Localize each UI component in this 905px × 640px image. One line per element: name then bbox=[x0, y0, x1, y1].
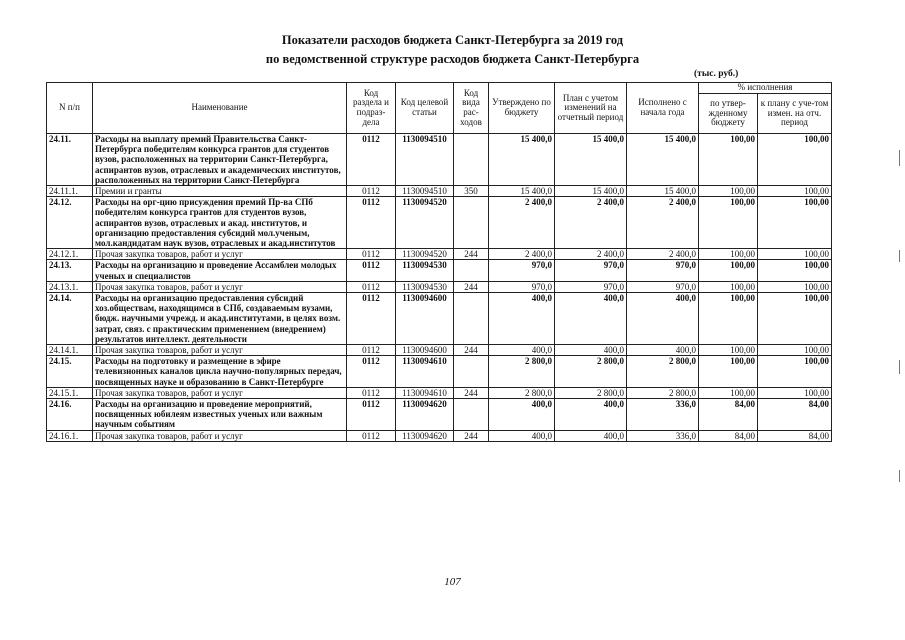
cell-section-code: 0112 bbox=[347, 399, 396, 431]
table-body bbox=[47, 134, 832, 442]
document-title: Показатели расходов бюджета Санкт-Петербурга за 2019 год bbox=[281, 33, 624, 47]
cell-pct-approved: 100,00 bbox=[699, 197, 758, 249]
header-section-code: Код раздела и подраз-дела bbox=[347, 83, 396, 134]
cell-target-code: 1130094510 bbox=[396, 134, 454, 186]
cell-executed: 400,0 bbox=[627, 345, 699, 356]
cell-name: Прочая закупка товаров, работ и услуг bbox=[93, 249, 347, 260]
cell-plan: 15 400,0 bbox=[555, 186, 627, 197]
cell-executed: 970,0 bbox=[627, 260, 699, 281]
cell-section-code: 0112 bbox=[347, 430, 396, 441]
cell-plan: 15 400,0 bbox=[555, 134, 627, 186]
cell-section-code: 0112 bbox=[347, 260, 396, 281]
header-name: Наименование bbox=[93, 83, 347, 134]
cell-name: Расходы на организацию и проведение мероприятий, посвященных юбилеям известных ученых или важным научным событиям bbox=[93, 399, 347, 431]
cell-num: 24.12. bbox=[47, 197, 93, 249]
table-row bbox=[47, 399, 832, 431]
cell-approved: 970,0 bbox=[489, 281, 555, 292]
cell-pct-approved: 100,00 bbox=[699, 281, 758, 292]
cell-pct-plan: 100,00 bbox=[758, 260, 832, 281]
cell-expense-type-code bbox=[454, 134, 489, 186]
cell-pct-plan: 100,00 bbox=[758, 293, 832, 345]
cell-num: 24.15.1. bbox=[47, 387, 93, 398]
cell-name: Прочая закупка товаров, работ и услуг bbox=[93, 281, 347, 292]
cell-approved: 2 800,0 bbox=[489, 387, 555, 398]
cell-expense-type-code bbox=[454, 260, 489, 281]
header-executed: Исполнено с начала года bbox=[627, 83, 699, 134]
cell-plan: 400,0 bbox=[555, 430, 627, 441]
table-row bbox=[47, 260, 832, 281]
scan-edge-mark bbox=[899, 360, 900, 374]
cell-pct-plan: 100,00 bbox=[758, 186, 832, 197]
cell-pct-approved: 100,00 bbox=[699, 345, 758, 356]
cell-pct-plan: 84,00 bbox=[758, 399, 832, 431]
cell-expense-type-code: 244 bbox=[454, 281, 489, 292]
cell-target-code: 1130094620 bbox=[396, 430, 454, 441]
budget-table bbox=[46, 82, 832, 442]
cell-approved: 400,0 bbox=[489, 430, 555, 441]
cell-expense-type-code: 350 bbox=[454, 186, 489, 197]
cell-num: 24.16. bbox=[47, 399, 93, 431]
cell-name: Прочая закупка товаров, работ и услуг bbox=[93, 387, 347, 398]
cell-num: 24.11. bbox=[47, 134, 93, 186]
header-target-code: Код целевой статьи bbox=[396, 83, 454, 134]
cell-approved: 400,0 bbox=[489, 399, 555, 431]
cell-approved: 970,0 bbox=[489, 260, 555, 281]
cell-approved: 2 800,0 bbox=[489, 356, 555, 388]
cell-expense-type-code: 244 bbox=[454, 249, 489, 260]
header-approved: Утверждено по бюджету bbox=[489, 83, 555, 134]
header-num: N п/п bbox=[47, 83, 93, 134]
cell-executed: 2 400,0 bbox=[627, 249, 699, 260]
cell-target-code: 1130094610 bbox=[396, 387, 454, 398]
cell-pct-approved: 100,00 bbox=[699, 186, 758, 197]
cell-pct-plan: 100,00 bbox=[758, 134, 832, 186]
cell-approved: 15 400,0 bbox=[489, 134, 555, 186]
cell-approved: 400,0 bbox=[489, 345, 555, 356]
cell-plan: 970,0 bbox=[555, 281, 627, 292]
cell-plan: 970,0 bbox=[555, 260, 627, 281]
table-row bbox=[47, 197, 832, 249]
scan-edge-mark bbox=[899, 150, 900, 166]
cell-target-code: 1130094530 bbox=[396, 281, 454, 292]
table-row bbox=[47, 345, 832, 356]
cell-target-code: 1130094520 bbox=[396, 249, 454, 260]
cell-expense-type-code: 244 bbox=[454, 430, 489, 441]
cell-num: 24.14. bbox=[47, 293, 93, 345]
cell-section-code: 0112 bbox=[347, 293, 396, 345]
cell-pct-plan: 100,00 bbox=[758, 356, 832, 388]
table-row bbox=[47, 249, 832, 260]
cell-num: 24.12.1. bbox=[47, 249, 93, 260]
cell-pct-approved: 100,00 bbox=[699, 293, 758, 345]
cell-approved: 400,0 bbox=[489, 293, 555, 345]
cell-num: 24.13. bbox=[47, 260, 93, 281]
cell-name: Прочая закупка товаров, работ и услуг bbox=[93, 345, 347, 356]
cell-approved: 15 400,0 bbox=[489, 186, 555, 197]
cell-plan: 2 400,0 bbox=[555, 197, 627, 249]
table-row bbox=[47, 134, 832, 186]
table-row bbox=[47, 293, 832, 345]
page-number: 107 bbox=[444, 576, 461, 588]
cell-plan: 2 400,0 bbox=[555, 249, 627, 260]
cell-pct-plan: 100,00 bbox=[758, 281, 832, 292]
cell-name: Расходы на орг-цию присуждения премий Пр-ва СПб победителям конкурса грантов для студентов вузов, аспирантов вузов, отраслевых и акад. институтов, и организацию предоставления субсидий мол.ученым, мол.кандидатам наук вузов, отраслевых и акад.институтов bbox=[93, 197, 347, 249]
header-pct-plan: к плану с уче-том измен. на отч. период bbox=[758, 94, 832, 134]
cell-target-code: 1130094610 bbox=[396, 356, 454, 388]
cell-section-code: 0112 bbox=[347, 197, 396, 249]
cell-plan: 2 800,0 bbox=[555, 356, 627, 388]
cell-num: 24.16.1. bbox=[47, 430, 93, 441]
cell-name: Премии и гранты bbox=[93, 186, 347, 197]
cell-target-code: 1130094600 bbox=[396, 293, 454, 345]
cell-executed: 15 400,0 bbox=[627, 186, 699, 197]
cell-expense-type-code bbox=[454, 197, 489, 249]
cell-pct-approved: 84,00 bbox=[699, 430, 758, 441]
cell-pct-plan: 100,00 bbox=[758, 249, 832, 260]
cell-executed: 336,0 bbox=[627, 430, 699, 441]
cell-expense-type-code bbox=[454, 399, 489, 431]
cell-section-code: 0112 bbox=[347, 134, 396, 186]
cell-approved: 2 400,0 bbox=[489, 249, 555, 260]
cell-executed: 2 800,0 bbox=[627, 356, 699, 388]
cell-expense-type-code: 244 bbox=[454, 387, 489, 398]
cell-pct-approved: 100,00 bbox=[699, 356, 758, 388]
cell-approved: 2 400,0 bbox=[489, 197, 555, 249]
cell-pct-plan: 100,00 bbox=[758, 387, 832, 398]
cell-pct-plan: 100,00 bbox=[758, 345, 832, 356]
header-plan: План с учетом изменений на отчетный период bbox=[555, 83, 627, 134]
cell-name: Расходы на выплату премий Правительства Санкт-Петербурга победителям конкурса грантов для студентов вузов, расположенных на территории Санкт-Петербурга, аспирантов вузов, отраслевых и академических институтов, расположенных на территории Санкт-Петербурга bbox=[93, 134, 347, 186]
cell-num: 24.11.1. bbox=[47, 186, 93, 197]
table-row bbox=[47, 356, 832, 388]
cell-expense-type-code bbox=[454, 356, 489, 388]
cell-section-code: 0112 bbox=[347, 356, 396, 388]
cell-pct-approved: 100,00 bbox=[699, 387, 758, 398]
cell-num: 24.15. bbox=[47, 356, 93, 388]
cell-plan: 400,0 bbox=[555, 293, 627, 345]
table-row bbox=[47, 430, 832, 441]
scan-edge-mark bbox=[899, 470, 900, 482]
units-label: (тыс. руб.) bbox=[694, 69, 739, 79]
table-row bbox=[47, 186, 832, 197]
cell-executed: 970,0 bbox=[627, 281, 699, 292]
cell-name: Прочая закупка товаров, работ и услуг bbox=[93, 430, 347, 441]
cell-plan: 2 800,0 bbox=[555, 387, 627, 398]
cell-pct-approved: 100,00 bbox=[699, 249, 758, 260]
header-expense-type-code: Код вида рас-ходов bbox=[454, 83, 489, 134]
cell-executed: 2 400,0 bbox=[627, 197, 699, 249]
cell-pct-plan: 100,00 bbox=[758, 197, 832, 249]
cell-section-code: 0112 bbox=[347, 345, 396, 356]
cell-executed: 400,0 bbox=[627, 293, 699, 345]
cell-pct-approved: 100,00 bbox=[699, 260, 758, 281]
cell-name: Расходы на подготовку и размещение в эфире телевизионных каналов цикла научно-популярных передач, посвященных науке и образованию в Санкт-Петербурге bbox=[93, 356, 347, 388]
cell-num: 24.14.1. bbox=[47, 345, 93, 356]
cell-executed: 2 800,0 bbox=[627, 387, 699, 398]
cell-section-code: 0112 bbox=[347, 186, 396, 197]
scan-edge-mark bbox=[899, 250, 900, 262]
header-pct-group: % исполнения bbox=[699, 83, 832, 94]
cell-executed: 336,0 bbox=[627, 399, 699, 431]
cell-pct-approved: 100,00 bbox=[699, 134, 758, 186]
cell-plan: 400,0 bbox=[555, 399, 627, 431]
cell-pct-plan: 84,00 bbox=[758, 430, 832, 441]
cell-target-code: 1130094520 bbox=[396, 197, 454, 249]
cell-section-code: 0112 bbox=[347, 281, 396, 292]
cell-target-code: 1130094620 bbox=[396, 399, 454, 431]
cell-target-code: 1130094510 bbox=[396, 186, 454, 197]
table-row bbox=[47, 281, 832, 292]
cell-name: Расходы на организацию предоставления субсидий хоз.обществам, находящимся в СПб, создаваемым вузами, бюдж. научными учрежд. и акад.институтами, в целях возм. затрат, связ. с практическим применением (внедрением) результатов интеллект. деятельности bbox=[93, 293, 347, 345]
cell-name: Расходы на организацию и проведение Ассамблеи молодых ученых и специалистов bbox=[93, 260, 347, 281]
cell-target-code: 1130094600 bbox=[396, 345, 454, 356]
cell-executed: 15 400,0 bbox=[627, 134, 699, 186]
cell-section-code: 0112 bbox=[347, 387, 396, 398]
cell-expense-type-code: 244 bbox=[454, 345, 489, 356]
cell-target-code: 1130094530 bbox=[396, 260, 454, 281]
cell-plan: 400,0 bbox=[555, 345, 627, 356]
header-pct-approved: по утвер-жденному бюджету bbox=[699, 94, 758, 134]
cell-section-code: 0112 bbox=[347, 249, 396, 260]
cell-expense-type-code bbox=[454, 293, 489, 345]
cell-num: 24.13.1. bbox=[47, 281, 93, 292]
cell-pct-approved: 84,00 bbox=[699, 399, 758, 431]
document-subtitle: по ведомственной структуре расходов бюджета Санкт-Петербурга bbox=[265, 52, 640, 66]
table-row bbox=[47, 387, 832, 398]
